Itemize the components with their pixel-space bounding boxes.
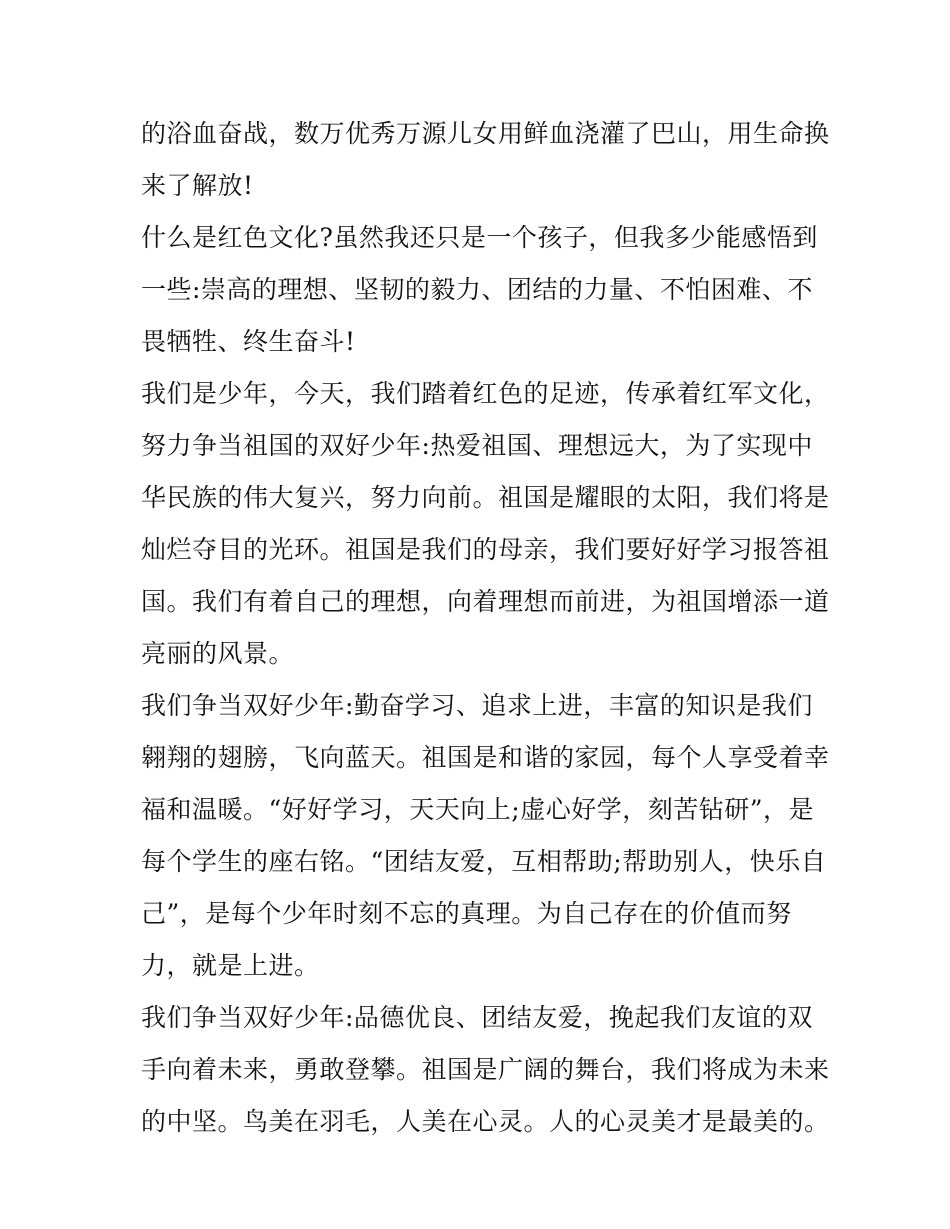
text-line: 翱翔的翅膀，飞向蓝天。祖国是和谐的家园，每个人享受着幸: [141, 743, 830, 772]
text-line: 的中坚。鸟美在羽毛，人美在心灵。人的心灵美才是最美的。: [141, 1107, 830, 1136]
text-line: 亮丽的风景。: [141, 639, 295, 668]
text-line: 来了解放!: [141, 171, 254, 200]
text-line: 华民族的伟大复兴，努力向前。祖国是耀眼的太阳，我们将是: [141, 483, 830, 512]
text-line: 我们是少年，今天，我们踏着红色的足迹，传承着红军文化，: [141, 379, 830, 408]
text-line: 灿烂夺目的光环。祖国是我们的母亲，我们要好好学习报答祖: [141, 535, 830, 564]
text-line: 畏牺牲、终生奋斗!: [141, 327, 356, 356]
text-line: 的浴血奋战，数万优秀万源儿女用鲜血浇灌了巴山，用生命换: [141, 119, 830, 148]
text-line: 一些:崇高的理想、坚韧的毅力、团结的力量、不怕困难、不: [141, 275, 813, 304]
text-line: 国。我们有着自己的理想，向着理想而前进，为祖国增添一道: [141, 587, 830, 616]
text-line: 力，就是上进。: [141, 951, 320, 980]
text-line: 努力争当祖国的双好少年:热爱祖国、理想远大，为了实现中: [141, 431, 813, 460]
text-line: 每个学生的座右铭。“团结友爱，互相帮助;帮助别人，快乐自: [141, 847, 827, 876]
body-text: [141, 108, 831, 1148]
text-line: 手向着未来，勇敢登攀。祖国是广阔的舞台，我们将成为未来: [141, 1055, 830, 1084]
text-line: 我们争当双好少年:品德优良、团结友爱，挽起我们友谊的双: [141, 1003, 813, 1032]
text-line: 什么是红色文化?虽然我还只是一个孩子，但我多少能感悟到: [141, 223, 818, 252]
text-line: 己”，是每个少年时刻不忘的真理。为自己存在的价值而努: [141, 899, 792, 928]
text-line: 我们争当双好少年:勤奋学习、追求上进，丰富的知识是我们: [141, 691, 813, 720]
text-line: 福和温暖。“好好学习，天天向上;虚心好学，刻苦钻研”，是: [141, 795, 814, 824]
